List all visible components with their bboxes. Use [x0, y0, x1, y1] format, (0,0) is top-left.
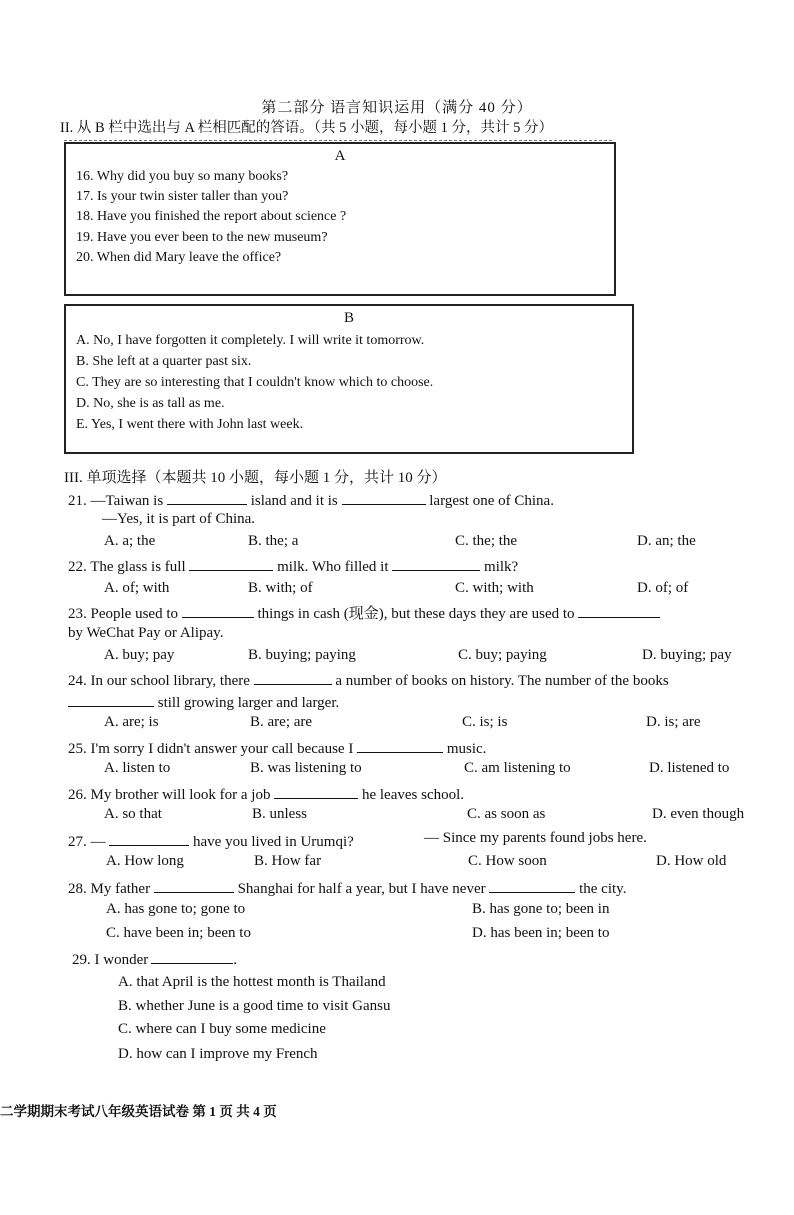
question-24-line-2: [68, 691, 339, 712]
option-a: A. are; is: [104, 714, 159, 730]
box-a-line: 17. Is your twin sister taller than you?: [76, 189, 289, 204]
box-b-title: B: [343, 310, 354, 326]
option-b: B. whether June is a good time to visit Gansu: [118, 998, 391, 1014]
box-b-line: D. No, she is as tall as me.: [76, 396, 225, 411]
question-text: a number of books on history. The number of the books: [335, 673, 669, 689]
option-d: D. even though: [652, 806, 745, 822]
option-b: B. are; are: [250, 714, 313, 730]
section-3-title: III. 单项选择（本题共 10 小题，每小题 1 分，共计 10 分）: [64, 470, 447, 486]
question-text: I wonder: [94, 952, 149, 968]
answer-blank: [392, 555, 480, 571]
option-d: D. buying; pay: [642, 647, 732, 663]
option-a: A. buy; pay: [104, 647, 175, 663]
option-a: A. How long: [106, 853, 184, 869]
box-b-line: E. Yes, I went there with John last week.: [76, 417, 304, 432]
question-number: 29.: [72, 952, 91, 968]
question-text: still growing larger and larger.: [157, 695, 340, 711]
option-d: D. of; of: [637, 580, 689, 596]
option-b: B. has gone to; been in: [472, 901, 610, 917]
option-d: D. has been in; been to: [472, 925, 610, 941]
option-b: B. unless: [252, 806, 308, 822]
question-text: things in cash (现金), but these days they are used to: [257, 606, 575, 622]
box-a-title: A: [334, 148, 346, 164]
question-text: My father: [90, 881, 151, 897]
answer-blank: [151, 948, 233, 964]
question-text: —Taiwan is: [90, 493, 164, 509]
question-text: milk?: [484, 559, 519, 575]
answer-blank: [254, 669, 332, 685]
question-23-line-2: by WeChat Pay or Alipay.: [68, 625, 224, 641]
question-number: 26.: [68, 787, 87, 803]
question-21-line-2: —Yes, it is part of China.: [102, 511, 256, 527]
option-b: B. buying; paying: [248, 647, 356, 663]
option-a: A. a; the: [104, 533, 156, 549]
question-number: 28.: [68, 881, 87, 897]
question-text: .: [233, 952, 237, 968]
option-d: D. an; the: [637, 533, 696, 549]
question-text: largest one of China.: [429, 493, 554, 509]
question-text: he leaves school.: [361, 787, 465, 803]
question-text: —: [90, 834, 106, 850]
box-b-line: C. They are so interesting that I couldn't know which to choose.: [76, 375, 434, 390]
question-number: 21.: [68, 493, 87, 509]
question-number: 27.: [68, 834, 87, 850]
answer-blank: [489, 877, 575, 893]
question-text: Shanghai for half a year, but I have never: [237, 881, 486, 897]
box-b-line: A. No, I have forgotten it completely. I will write it tomorrow.: [76, 333, 425, 348]
question-text: I'm sorry I didn't answer your call because I: [90, 741, 354, 757]
option-a: A. listen to: [104, 760, 171, 776]
option-c: C. have been in; been to: [106, 925, 251, 941]
option-c: C. am listening to: [464, 760, 571, 776]
question-number: 24.: [68, 673, 87, 689]
dashed-divider: [64, 140, 612, 141]
answer-blank: [189, 555, 273, 571]
answer-blank: [68, 691, 154, 707]
page-footer: 二学期期末考试八年级英语试卷 第 1 页 共 4 页: [0, 1104, 277, 1119]
answer-blank: [109, 830, 189, 846]
box-a-line: 20. When did Mary leave the office?: [76, 250, 282, 265]
option-d: D. How old: [656, 853, 727, 869]
option-a: A. so that: [104, 806, 162, 822]
box-a-line: 18. Have you finished the report about science ?: [76, 209, 347, 224]
box-b-line: B. She left at a quarter past six.: [76, 354, 252, 369]
question-text: In our school library, there: [90, 673, 250, 689]
option-a: A. has gone to; gone to: [106, 901, 246, 917]
answer-blank: [274, 783, 358, 799]
question-25: [68, 737, 486, 758]
option-d: D. listened to: [649, 760, 730, 776]
answer-blank: [182, 602, 254, 618]
question-text: island and it is: [250, 493, 338, 509]
question-number: 23.: [68, 606, 87, 622]
question-text: the city.: [579, 881, 627, 897]
option-c: C. as soon as: [467, 806, 546, 822]
question-27-answer: — Since my parents found jobs here.: [424, 830, 647, 846]
option-b: B. was listening to: [250, 760, 362, 776]
question-28: [68, 877, 626, 898]
answer-blank: [342, 489, 426, 505]
question-24: [68, 669, 669, 690]
question-29: [72, 948, 237, 969]
option-d: D. is; are: [646, 714, 701, 730]
question-text: People used to: [90, 606, 178, 622]
question-text: milk. Who filled it: [277, 559, 389, 575]
box-a: [64, 142, 616, 296]
option-c: C. where can I buy some medicine: [118, 1021, 326, 1037]
question-26: [68, 783, 464, 804]
question-number: 25.: [68, 741, 87, 757]
section-2-title: II. 从 B 栏中选出与 A 栏相匹配的答语。（共 5 小题，每小题 1 分，共计 5 分）: [60, 120, 553, 136]
option-c: C. with; with: [455, 580, 534, 596]
question-21: [68, 489, 554, 510]
option-b: B. with; of: [248, 580, 313, 596]
question-27: [68, 830, 354, 851]
question-text: My brother will look for a job: [90, 787, 271, 803]
question-number: 22.: [68, 559, 87, 575]
option-c: C. is; is: [462, 714, 508, 730]
box-b: [64, 304, 634, 454]
question-text: have you lived in Urumqi?: [193, 834, 354, 850]
question-text: music.: [446, 741, 487, 757]
option-a: A. that April is the hottest month is Thailand: [118, 974, 386, 990]
question-22: [68, 555, 518, 576]
option-c: C. How soon: [468, 853, 547, 869]
answer-blank: [578, 602, 660, 618]
answer-blank: [154, 877, 234, 893]
option-b: B. the; a: [248, 533, 299, 549]
question-23: [68, 602, 660, 623]
box-a-line: 16. Why did you buy so many books?: [76, 169, 289, 184]
option-a: A. of; with: [104, 580, 170, 596]
part-header: 第二部分 语言知识运用（满分 40 分）: [261, 100, 533, 116]
answer-blank: [357, 737, 443, 753]
option-b: B. How far: [254, 853, 322, 869]
box-a-line: 19. Have you ever been to the new museum?: [76, 230, 328, 245]
answer-blank: [167, 489, 247, 505]
question-text: The glass is full: [90, 559, 186, 575]
option-c: C. the; the: [455, 533, 518, 549]
option-d: D. how can I improve my French: [118, 1046, 318, 1062]
option-c: C. buy; paying: [458, 647, 547, 663]
